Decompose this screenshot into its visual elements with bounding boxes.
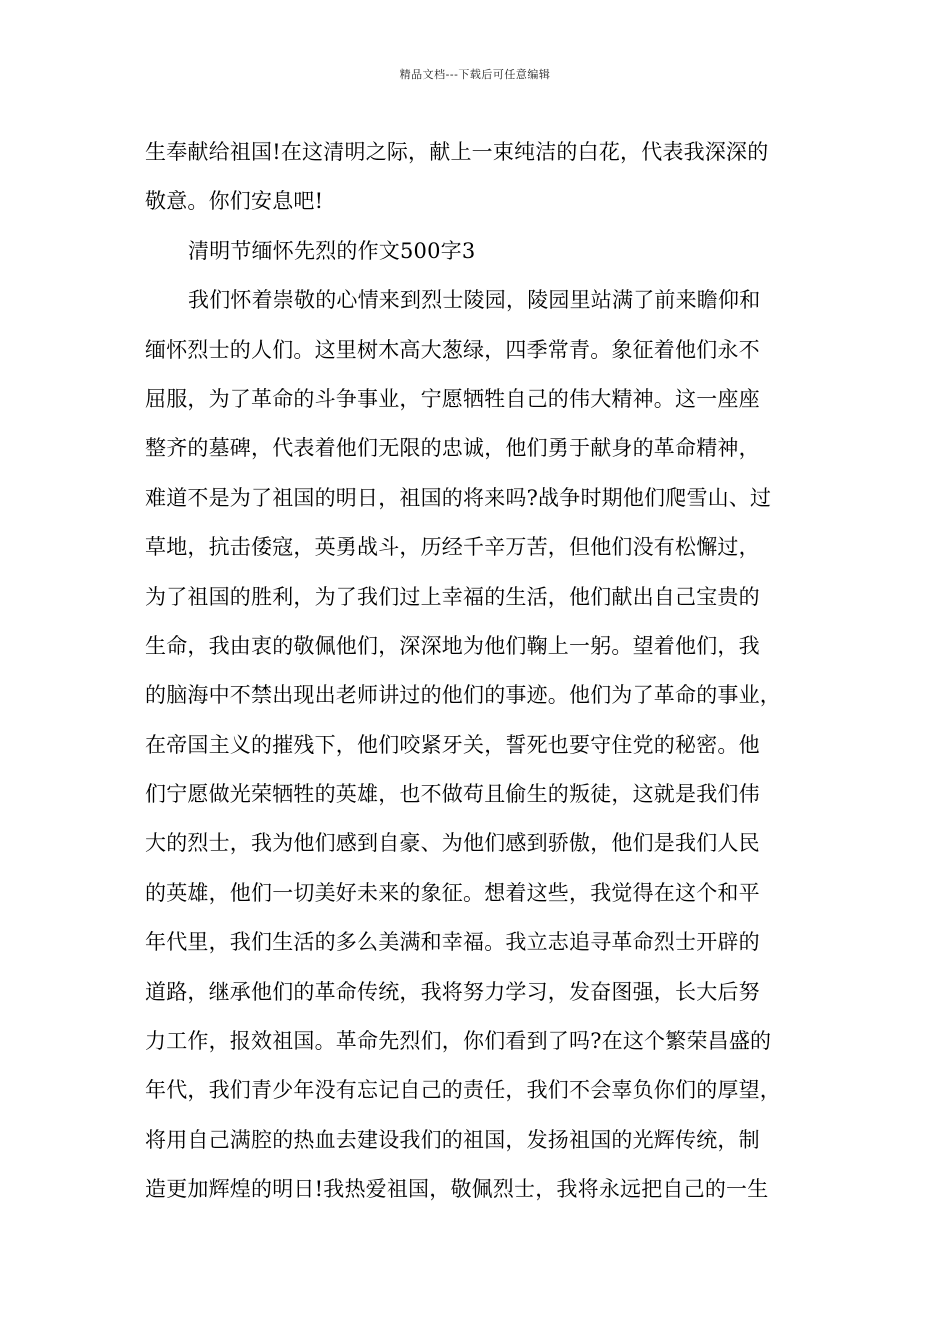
text-line: 造更加辉煌的明日!我热爱祖国，敬佩烈士，我将永远把自己的一生 — [145, 1177, 769, 1202]
section-title: 清明节缅怀先烈的作文500字3 — [188, 238, 476, 263]
text-line: 年代，我们青少年没有忘记自己的责任，我们不会辜负你们的厚望， — [145, 1078, 781, 1103]
text-line: 年代里，我们生活的多么美满和幸福。我立志追寻革命烈士开辟的 — [145, 930, 760, 955]
page-header: 精品文档---下载后可任意编辑 — [399, 68, 551, 81]
text-line: 草地，抗击倭寇，英勇战斗，历经千辛万苦，但他们没有松懈过， — [145, 535, 760, 560]
text-line: 力工作，报效祖国。革命先烈们，你们看到了吗?在这个繁荣昌盛的 — [145, 1029, 772, 1054]
text-line: 生奉献给祖国!在这清明之际，献上一束纯洁的白花，代表我深深的 — [145, 140, 769, 164]
text-line: 屈服，为了革命的斗争事业，宁愿牺牲自己的伟大精神。这一座座 — [145, 386, 760, 411]
text-line: 生命，我由衷的敬佩他们，深深地为他们鞠上一躬。望着他们，我 — [145, 633, 760, 658]
text-line: 的脑海中不禁出现出老师讲过的他们的事迹。他们为了革命的事业， — [145, 683, 781, 708]
text-line: 们宁愿做光荣牺牲的英雄，也不做苟且偷生的叛徒，这就是我们伟 — [145, 782, 760, 807]
document-body — [145, 134, 820, 1221]
text-line: 的英雄，他们一切美好未来的象征。想着这些，我觉得在这个和平 — [145, 880, 760, 905]
text-line: 缅怀烈士的人们。这里树木高大葱绿，四季常青。象征着他们永不 — [145, 337, 760, 362]
text-line: 我们怀着崇敬的心情来到烈士陵园，陵园里站满了前来瞻仰和 — [188, 288, 761, 313]
text-line: 敬意。你们安息吧! — [145, 189, 324, 214]
text-line: 整齐的墓碑，代表着他们无限的忠诚，他们勇于献身的革命精神， — [145, 436, 760, 461]
text-line: 大的烈士，我为他们感到自豪、为他们感到骄傲，他们是我们人民 — [145, 831, 760, 856]
text-line: 难道不是为了祖国的明日，祖国的将来吗?战争时期他们爬雪山、过 — [145, 485, 772, 510]
text-line: 道路，继承他们的革命传统，我将努力学习，发奋图强，长大后努 — [145, 979, 760, 1004]
text-line: 将用自己满腔的热血去建设我们的祖国，发扬祖国的光辉传统，制 — [145, 1127, 760, 1152]
text-line: 在帝国主义的摧残下，他们咬紧牙关，誓死也要守住党的秘密。他 — [145, 732, 760, 757]
text-line: 为了祖国的胜利，为了我们过上幸福的生活，他们献出自己宝贵的 — [145, 584, 760, 609]
